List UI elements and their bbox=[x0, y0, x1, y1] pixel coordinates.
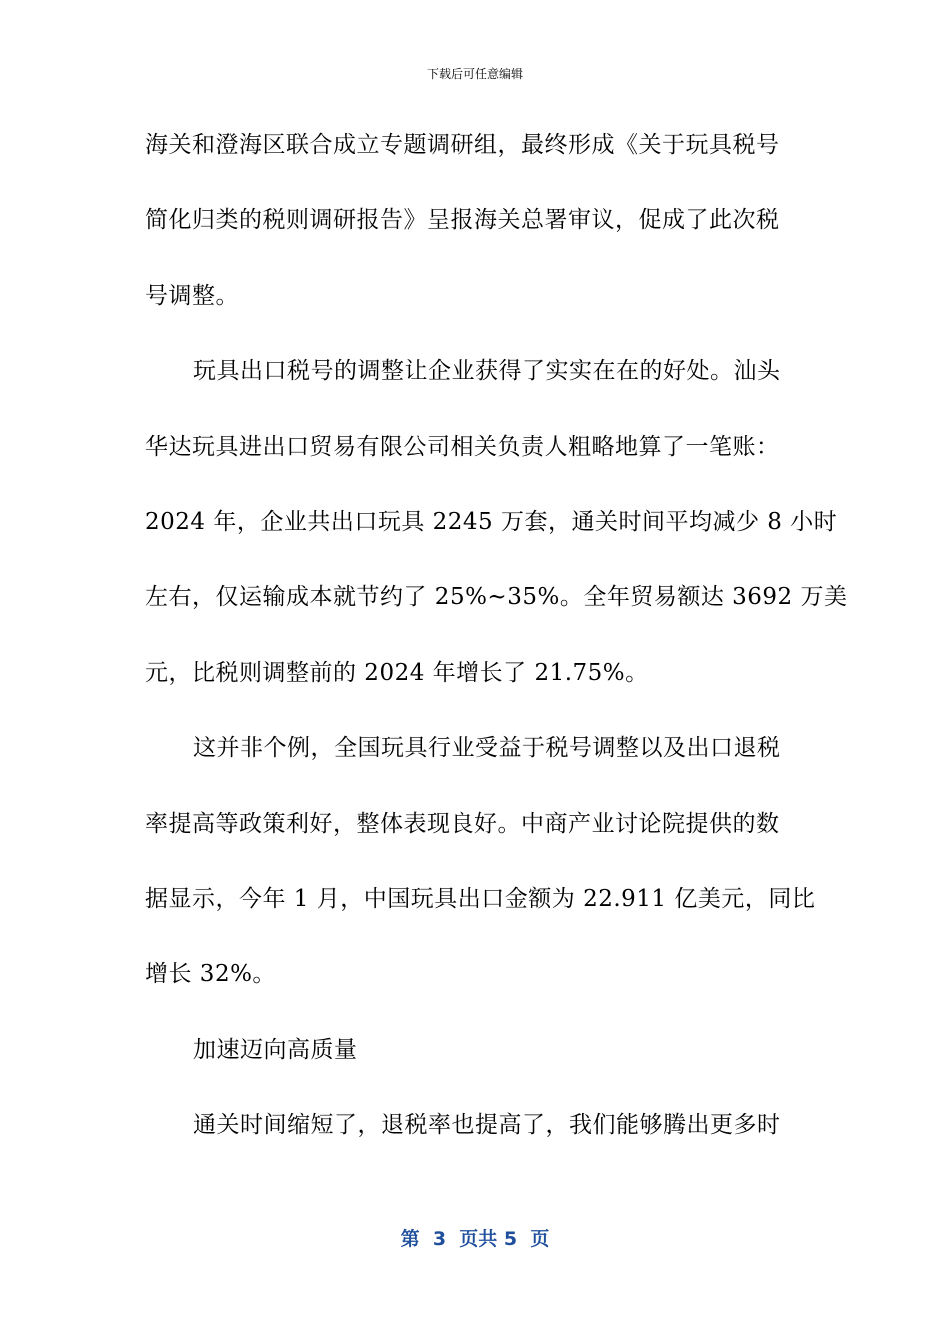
paragraph-start-line: 通关时间缩短了，退税率也提高了，我们能够腾出更多时 bbox=[193, 1112, 781, 1139]
document-body bbox=[145, 116, 848, 1171]
paragraph-start-line: 玩具出口税号的调整让企业获得了实实在在的好处。汕头 bbox=[193, 358, 781, 385]
section-heading: 加速迈向高质量 bbox=[193, 1036, 358, 1063]
body-line: 2024 年，企业共出口玩具 2245 万套，通关时间平均减少 8 小时 bbox=[145, 508, 838, 535]
body-line: 率提高等政策利好，整体表现良好。中商产业讨论院提供的数 bbox=[145, 810, 780, 837]
body-line: 增长 32%。 bbox=[145, 961, 276, 988]
body-line: 华达玩具进出口贸易有限公司相关负责人粗略地算了一笔账： bbox=[145, 433, 780, 460]
body-line: 简化归类的税则调研报告》呈报海关总署审议，促成了此次税 bbox=[145, 207, 780, 234]
header-note: 下载后可任意编辑 bbox=[426, 67, 523, 81]
page-number-footer: 第 3 页共 5 页 bbox=[400, 1228, 550, 1250]
body-line: 据显示，今年 1 月，中国玩具出口金额为 22.911 亿美元，同比 bbox=[145, 885, 816, 912]
body-line: 左右，仅运输成本就节约了 25%~35%。全年贸易额达 3692 万美 bbox=[145, 584, 848, 611]
body-line: 海关和澄海区联合成立专题调研组，最终形成《关于玩具税号 bbox=[145, 132, 780, 158]
body-line: 号调整。 bbox=[145, 282, 239, 309]
paragraph-start-line: 这并非个例，全国玩具行业受益于税号调整以及出口退税 bbox=[193, 735, 781, 762]
body-line: 元，比税则调整前的 2024 年增长了 21.75%。 bbox=[145, 659, 649, 686]
